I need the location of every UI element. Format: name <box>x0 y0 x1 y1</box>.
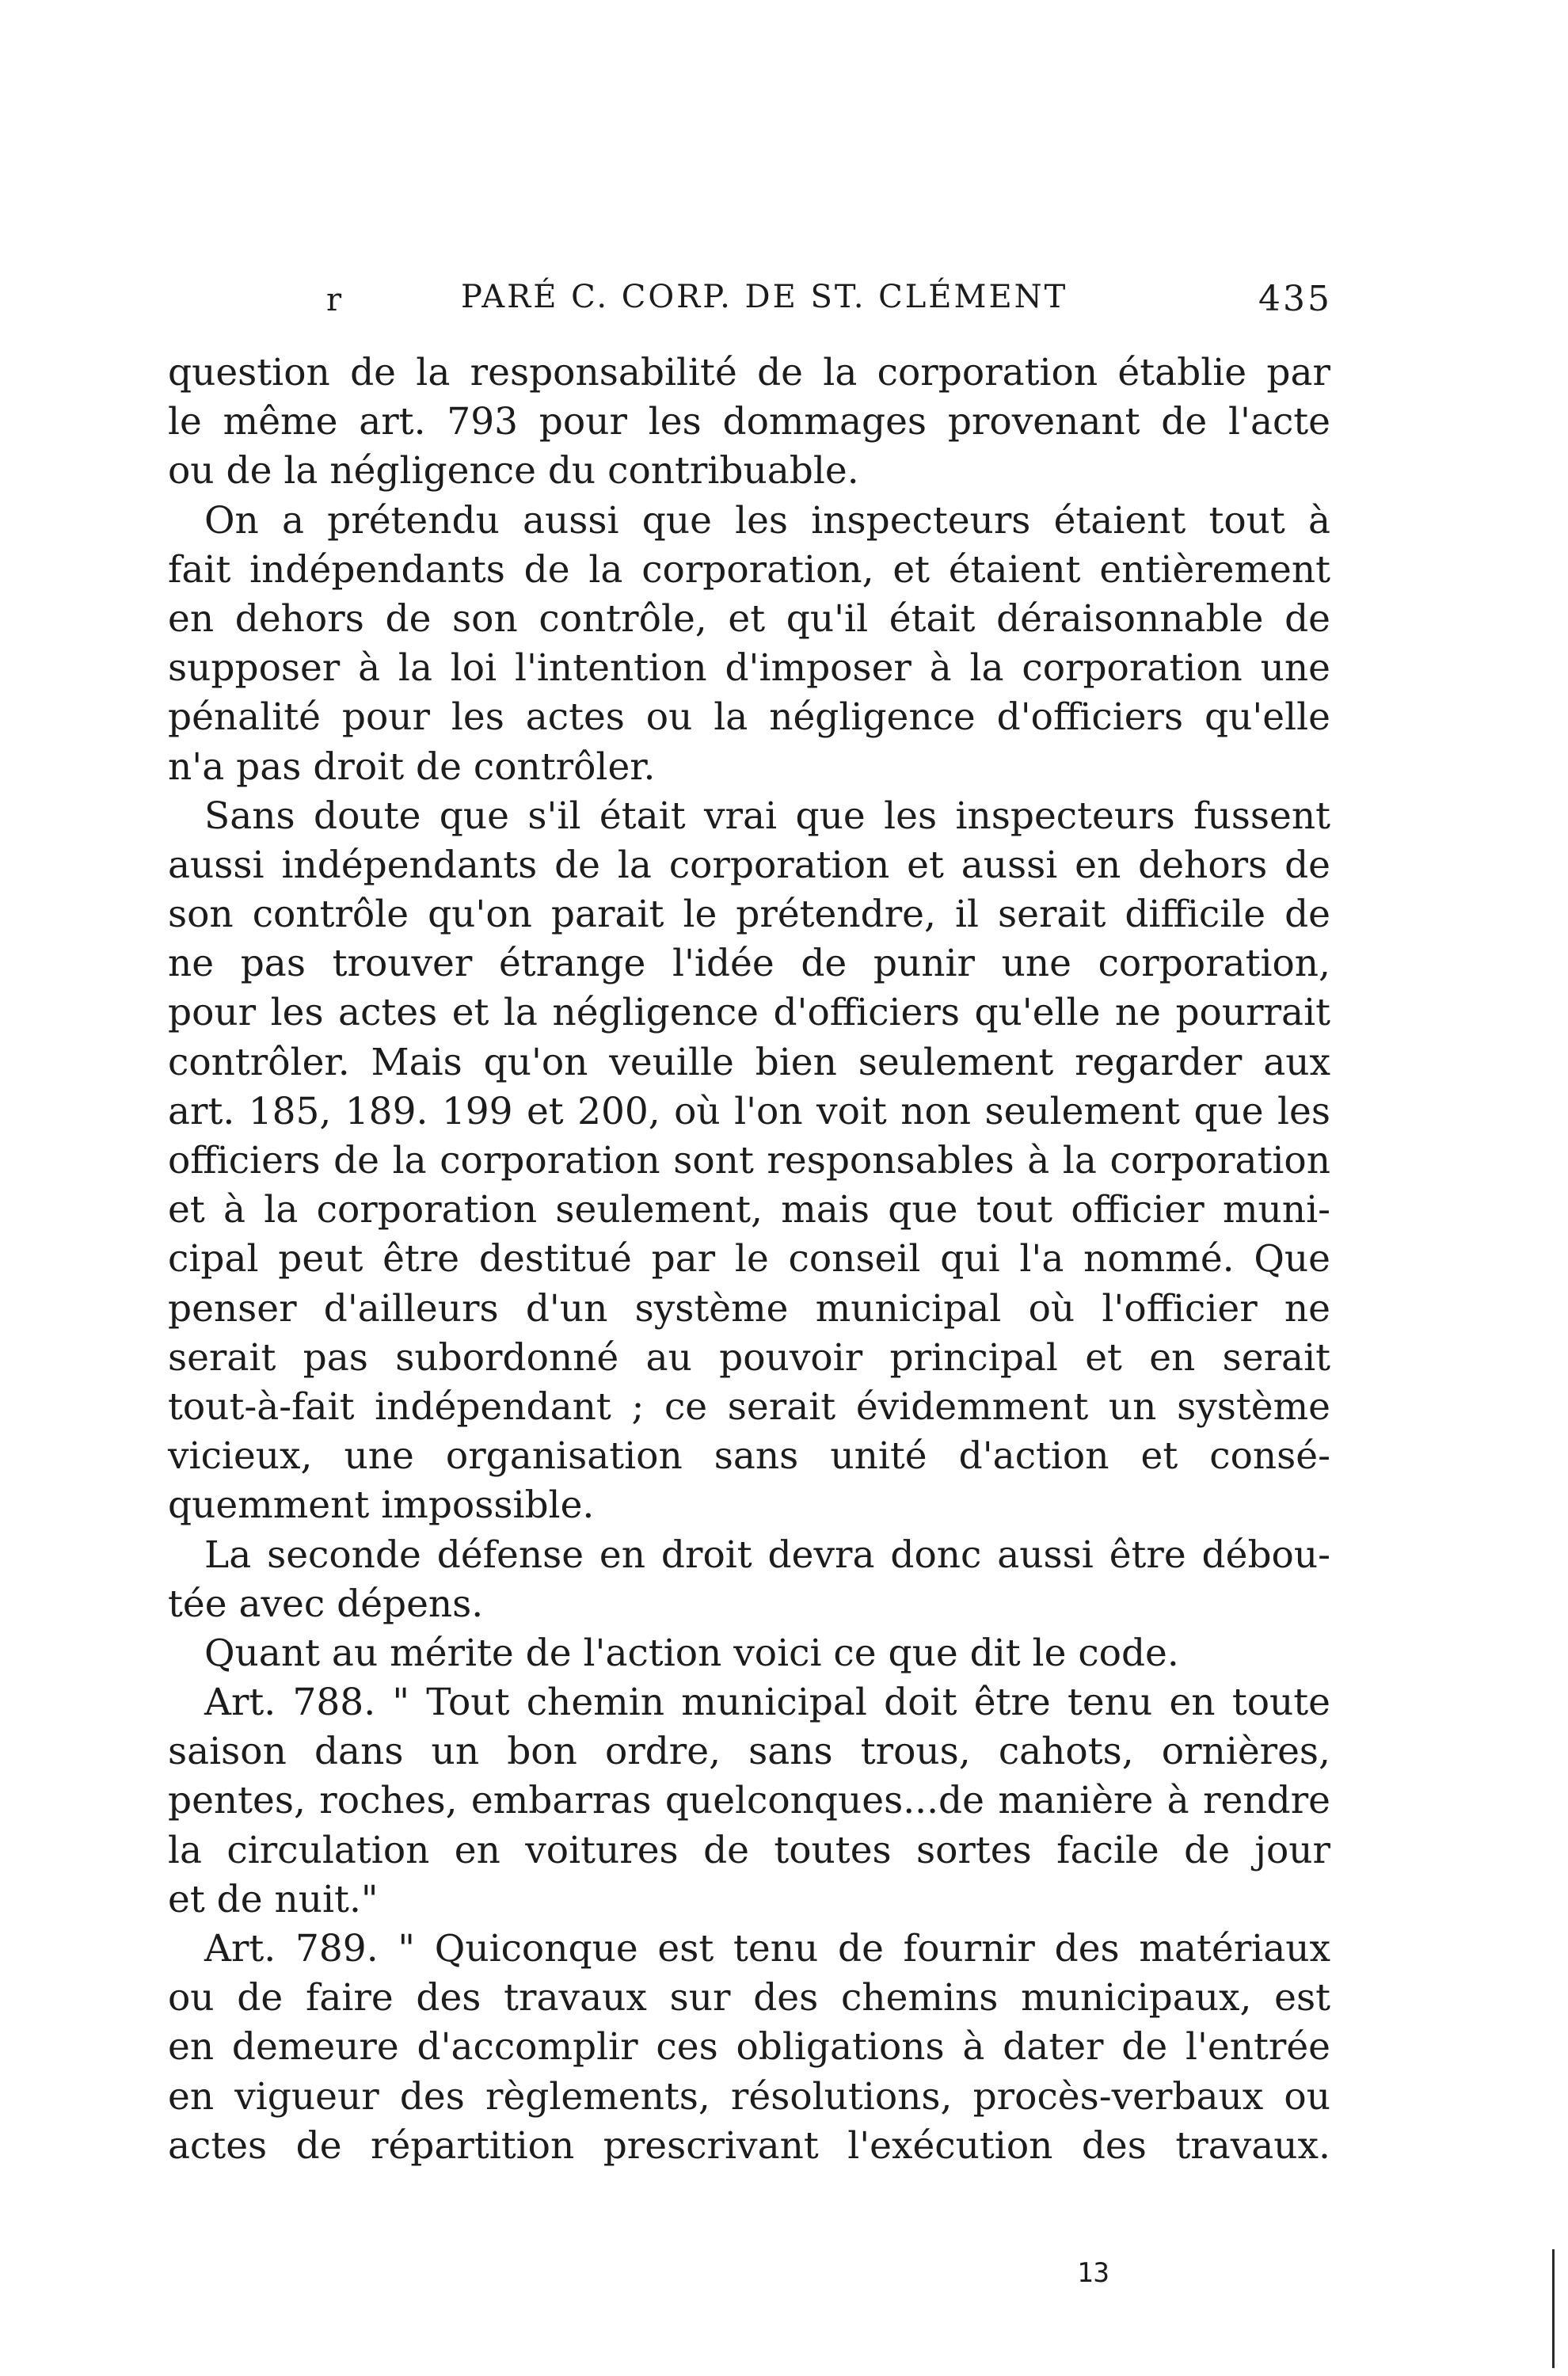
text-line: ne pas trouver étrange l'idée de punir une corporation, <box>168 942 1330 986</box>
text-line: son contrôle qu'on parait le prétendre, il serait difficile de <box>168 893 1330 937</box>
text-line: aussi indépendants de la corporation et aussi en dehors de <box>168 843 1330 887</box>
text-line: en vigueur des règlements, résolutions, procès-verbaux ou <box>168 2074 1330 2119</box>
text-line: La seconde défense en droit devra donc aussi être débou- <box>204 1533 1330 1577</box>
running-head <box>168 279 1332 326</box>
text-line: actes de répartition prescrivant l'exécution des travaux. <box>168 2123 1330 2168</box>
text-line: supposer à la loi l'intention d'imposer à la corporation une <box>168 646 1330 691</box>
text-line: n'a pas droit de contrôler. <box>168 744 656 789</box>
text-line: Quant au mérite de l'action voici ce que dit le code. <box>204 1631 1179 1675</box>
running-head-title: PARÉ C. CORP. DE ST. CLÉMENT <box>461 279 1068 315</box>
text-line: et de nuit." <box>168 1877 379 1921</box>
text-line: la circulation en voitures de toutes sortes facile de jour <box>168 1828 1330 1872</box>
text-line: tout-à-fait indépendant ; ce serait évidemment un système <box>168 1384 1330 1429</box>
text-line: ou de la négligence du contribuable. <box>168 449 859 493</box>
body-text <box>168 348 1330 2171</box>
signature-mark: 13 <box>1077 2257 1109 2289</box>
text-line: serait pas subordonné au pouvoir principal et en serait <box>168 1335 1330 1380</box>
text-line: pénalité pour les actes ou la négligence d'officiers qu'elle <box>168 695 1330 740</box>
page-edge-rule <box>1552 2249 1555 2368</box>
text-line: contrôler. Mais qu'on veuille bien seulement regarder aux <box>168 1040 1330 1084</box>
text-line: et à la corporation seulement, mais que tout officier muni- <box>168 1188 1330 1232</box>
text-line: Sans doute que s'il était vrai que les inspecteurs fussent <box>204 794 1330 838</box>
text-line: vicieux, une organisation sans unité d'action et consé- <box>168 1434 1330 1479</box>
text-line: officiers de la corporation sont responsables à la corporation <box>168 1139 1330 1182</box>
text-line: fait indépendants de la corporation, et étaient entièrement <box>168 547 1330 592</box>
text-line: art. 185, 189. 199 et 200, où l'on voit non seulement que les <box>168 1089 1330 1133</box>
page-number: 435 <box>1258 279 1332 319</box>
text-line: en demeure d'accomplir ces obligations à dater de l'entrée <box>168 2025 1330 2069</box>
text-line: quemment impossible. <box>168 1483 595 1528</box>
text-line: penser d'ailleurs d'un système municipal où l'officier ne <box>168 1286 1330 1331</box>
text-line: pentes, roches, embarras quelconques...de manière à rendre <box>168 1779 1330 1823</box>
text-line: en dehors de son contrôle, et qu'il était déraisonnable de <box>168 596 1330 641</box>
text-line: pour les actes et la négligence d'officiers qu'elle ne pourrait <box>168 991 1330 1035</box>
text-line: le même art. 793 pour les dommages provenant de l'acte <box>168 400 1330 444</box>
text-line: saison dans un bon ordre, sans trous, cahots, ornières, <box>168 1730 1330 1774</box>
text-line: question de la responsabilité de la corporation établie par <box>168 351 1330 394</box>
text-line: tée avec dépens. <box>168 1582 484 1626</box>
text-line: On a prétendu aussi que les inspecteurs étaient tout à <box>204 498 1330 543</box>
text-line: cipal peut être destitué par le conseil qui l'a nommé. Que <box>168 1237 1330 1281</box>
text-line: ou de faire des travaux sur des chemins municipaux, est <box>168 1976 1330 2020</box>
text-line: Art. 788. " Tout chemin municipal doit être tenu en toute <box>204 1681 1330 1725</box>
running-head-mark: r <box>326 282 344 318</box>
text-line: Art. 789. " Quiconque est tenu de fournir des matériaux <box>204 1927 1330 1970</box>
